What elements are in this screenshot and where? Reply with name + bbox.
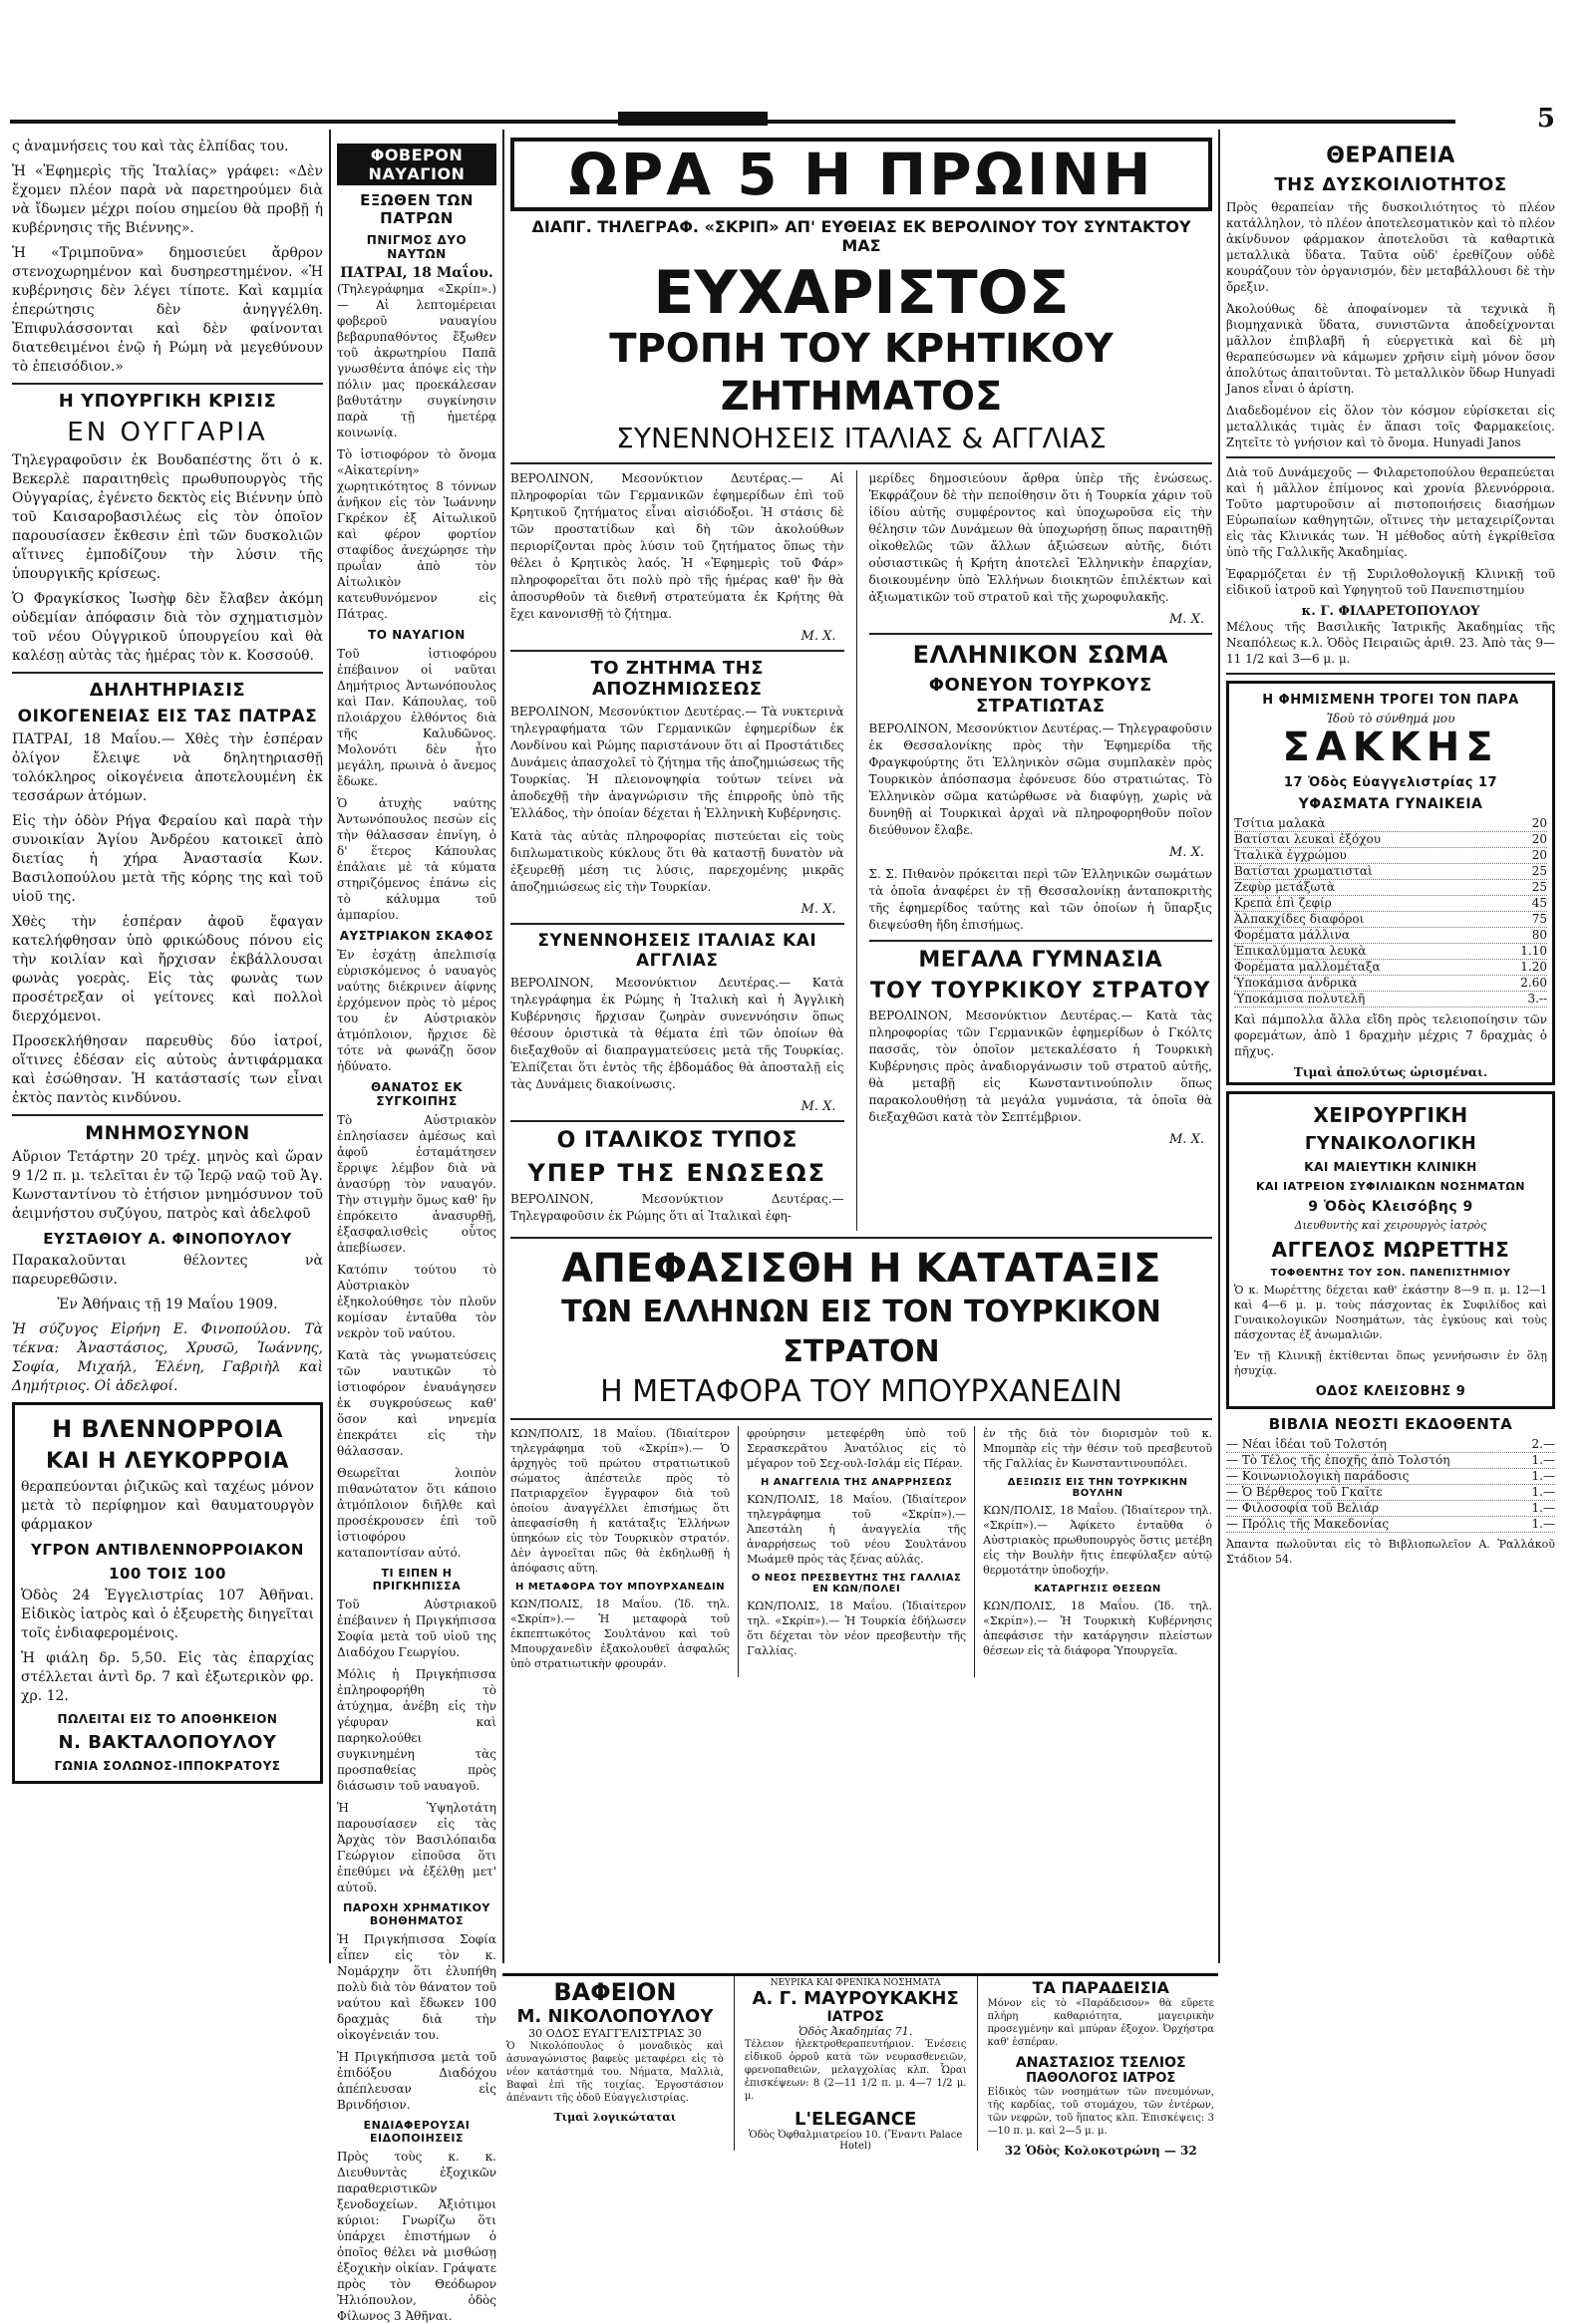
column-rule — [502, 130, 504, 1963]
divider — [510, 650, 844, 652]
article-text: ΒΕΡΟΛΙΝΟΝ, Μεσονύκτιον Δευτέρας.— Τὰ νυκτερινὰ τηλεγραφήματα τῶν Γερμανικῶν ἐφημερίδων ἐκ Λονδίνου καὶ Ρώμης παριστάνουν ὅτι αἱ Προστάτιδες Δυνάμεις ἀπασχολεῖ τὸ ζήτημα τῆς ἀποζημιώσεως τῆς Τουρκίας. Ἡ πλειονοψηφία τούτων τείνει νὰ ἀποδεχθῇ τὴν ἀναγνώρισιν τῆς ἐπιρροῆς ὑπὸ τῆς Ἑλλάδος, τὴν ὁποίαν δέχεται ἡ Ἑλληνικὴ Κυβέρνησις. — [510, 705, 844, 820]
article-text: μερίδες δημοσιεύουν ἄρθρα ὑπὲρ τῆς ἐνώσεως. Ἐκφράζουν δὲ τὴν πεποίθησιν ὅτι ἡ Τουρκία χάριν τοῦ ἰδίου αὐτῆς συμφέροντος καὶ ὑποχωροῦσα εἰς τὴν θέλησιν τῶν Δυνάμεων θὰ ὑποχωρήσῃ ὅπως παραιτηθῇ οἰκοθελῶς τῶν ἄλλων ἀξιώσεων αὐτῆς, διότι οὐσιαστικῶς ἡ Κρήτη ἀποτελεῖ Ἑλληνικὴν ἐπαρχίαν, διοικουμένην ὑπὸ Ἑλλήνων διοικητῶν ἐπιλέκτων καὶ ἀξιωματικῶν τοῦ στρατοῦ καὶ τῆς χωροφυλακῆς. — [868, 471, 1213, 604]
headline: ΜΕΓΑΛΑ ΓΥΜΝΑΣΙΑ — [918, 948, 1163, 973]
price-item: Ζεφὺρ μετάξωτὰ — [1234, 880, 1336, 894]
news-column — [983, 1426, 1212, 1677]
price-item: Ἰταλικὰ ἐγχρώμου — [1234, 848, 1347, 862]
divider — [12, 1114, 323, 1116]
article-text: Εἰς τὴν ὁδὸν Ρήγα Φεραίου καὶ παρὰ τὴν συνοικίαν Ἁγίου Ἀνδρέου κατοικεῖ ἀπὸ διετίας ἡ χήρα Ἀναστασία Κων. Βασιλοπούλου μετὰ τῆς κόρης της καὶ τοῦ υἱοῦ της. — [12, 813, 323, 905]
ad-headline: ΚΑΙ ΙΑΤΡΕΙΟΝ ΣΥΦΙΛΙΔΙΚΩΝ ΝΟΣΗΜΑΤΩΝ — [1256, 1180, 1525, 1193]
book-price: 1.— — [1531, 1501, 1555, 1515]
price-row — [1234, 960, 1547, 976]
price-value: 80 — [1531, 928, 1547, 942]
article-text: Ἡ Πριγκήπισσα μετὰ τοῦ ἐπιδόξου Διαδόχου ἀπέπλευσαν εἰς Βρινδήσιον. — [337, 2050, 496, 2112]
ad-text: θεραπεύονται ῥιζικῶς καὶ ταχέως μόνον μετὰ τὸ περίφημον καὶ θαυματουργὸν φάρμακον — [21, 1479, 314, 1533]
divider — [869, 940, 1213, 942]
article-text: Μόλις ἡ Πριγκήπισσα ἐπληροφορήθη τὸ ἀτύχημα, ἀνέβη εἰς τὴν γέφυραν καὶ παρηκολούθει συγκινημένη τὰς προσπαθείας πρὸς διάσωσιν τοῦ ναυαγοῦ. — [337, 1667, 496, 1793]
article-text: Ἡ «Ἐφημερὶς τῆς Ἰταλίας» γράφει: «Δὲν ἔχομεν πλέον παρὰ νὰ παρετηρούμεν διὰ νὰ ἴδωμεν μέχρι ποίου σημείου θὰ προβῇ ἡ κυβέρνησις τῆς Βιέννης». — [12, 163, 323, 236]
news-column — [510, 470, 844, 1231]
ad-address: 9 Ὁδὸς Κλεισόβης 9 — [1308, 1199, 1473, 1215]
memorial-name: ΕΥΣΤΑΘΙΟΥ Α. ΦΙΝΟΠΟΥΛΟΥ — [43, 1230, 292, 1248]
article-text: ΚΩΝ/ΠΟΛΙΣ, 18 Μαΐου. (Ἰδιαίτερον τηλ. «Σκρίπ»).— Ἀφίκετο ἐνταῦθα ὁ Αὐστριακὸς πρωθυπουργὸς ὅστις μετέβη εἰς τὴν Βουλὴν ἥτις ἐπεφύλαξεν αὐτῷ θερμοτάτην ὑποδοχήν. — [983, 1504, 1213, 1577]
article-text: Τὸ Αὐστριακὸν ἐπλησίασεν ἀμέσως καὶ ἀφοῦ ἐσταμάτησεν ἔρριψε λέμβον διὰ νὰ ἀνασύρῃ τὸν ναυαγόν. Τὴν στιγμὴν ὅμως καθ' ἣν ἐπρόκειτο ἀνασυρθῇ, ἐξασφαλισθεὶς οὗτος ἀπεβίωσεν. — [337, 1113, 496, 1255]
price-value: 2.60 — [1520, 976, 1547, 990]
column-rule — [329, 130, 331, 1963]
article-text: Ἀπαντα πωλοῦνται εἰς τὸ Βιβλιοπωλεῖον Α. Ῥαλλάκοῦ Στάδιον 54. — [1226, 1538, 1555, 1566]
article-text: Ἐν Ἀθήναις τῇ 19 Μαΐου 1909. — [57, 1297, 278, 1312]
ad-topline: ΝΕΥΡΙΚΑ ΚΑΙ ΦΡΕΝΙΚΑ ΝΟΣΗΜΑΤΑ — [770, 1978, 941, 1988]
price-list — [1234, 816, 1547, 1008]
column-rule — [1218, 130, 1220, 1963]
price-value: 25 — [1531, 864, 1547, 878]
book-price: 1.— — [1531, 1453, 1555, 1467]
ad-headline: ΤΑ ΠΑΡΑΔΕΙΣΙΑ — [1032, 1978, 1169, 1997]
article-text: ΚΩΝ/ΠΟΛΙΣ, 18 Μαΐου. (Ἰδιαίτερον τηλεγράφημα τοῦ «Σκρίπ»).— Ἀπεστάλη ἡ ἀναγγελία τῆς ἀναρρήσεως τοῦ νέου Σουλτάνου Μωάμεθ πρὸς τὰς ξένας αὐλάς. — [747, 1493, 967, 1566]
book-title: — Κοινωνιολογικὴ παράδοσις — [1226, 1469, 1410, 1483]
main-subhead: Η ΜΕΤΑΦΟΡΑ ΤΟΥ ΜΠΟΥΡΧΑΝΕΔΙΝ — [600, 1374, 1122, 1409]
article-text: Διὰ τοῦ Δυνάμεχοῦς — Φιλαρετοπούλου θεραπεύεται καὶ ἡ μᾶλλον ἐπίμονος καὶ χρονία βλεννόρροια. Τοῦτο μαρτυροῦσιν αἱ πιστοποιήσεις διασήμων Εὐρωπαίων καθηγητῶν, οἵτινες τὴν μεταχειρίζονται εἰς τὰς Κλινικάς των. Ἡ μέθοδος αὐτὴ ἐγκρίθεῖσα ὑπὸ τῆς Γαλλικῆς Ἀκαδημίας. — [1226, 465, 1555, 559]
ad-headline: ΓΩΝΙΑ ΣΟΛΩΝΟΣ-ΙΠΠΟΚΡΑΤΟΥΣ — [54, 1759, 281, 1773]
headline: ΣΥΝΕΝΝΟΗΣΕΙΣ ΙΤΑΛΙΑΣ ΚΑΙ ΑΓΓΛΙΑΣ — [537, 931, 817, 971]
price-row — [1234, 880, 1547, 896]
price-item: Κρεπὰ ἐπὶ ζεφίρ — [1234, 896, 1332, 910]
banner-headline: ΩΡΑ 5 Η ΠΡΩΙΝΗ — [510, 138, 1212, 211]
price-row — [1234, 912, 1547, 928]
subhead: ΤΟ ΝΑΥΑΓΙΟΝ — [368, 628, 466, 642]
article-text: Προσεκλήθησαν παρευθὺς δύο ἰατροί, οἵτινες ἐδέσαν εἰς αὐτοὺς ἀντιφάρμακα καὶ ἐσώθησαν. Ἡ κατάστασίς των εἶναι ἐκτὸς παντὸς κινδύνου. — [12, 1033, 323, 1106]
book-price: 1.— — [1531, 1485, 1555, 1499]
ad-headline: ΥΦΑΣΜΑΤΑ ΓΥΝΑΙΚΕΙΑ — [1298, 796, 1483, 812]
article-text: ΚΩΝ/ΠΟΛΙΣ, 18 Μαΐου. (Ἰδ. τηλ. «Σκρίπ»).— Ἡ Τουρκικὴ Κυβέρνησις ἀπεφάσισε τὴν κατάργησιν πλείστων θέσεων εἰς τὰ διάφορα Ὑπουργεῖα. — [983, 1599, 1213, 1657]
subhead: Ο ΝΕΟΣ ΠΡΕΣΒΕΥΤΗΣ ΤΗΣ ΓΑΛΛΙΑΣ ΕΝ ΚΩΝ/ΠΟΛΕΙ — [751, 1573, 962, 1595]
divider — [510, 1237, 1212, 1239]
book-price: 1.— — [1531, 1469, 1555, 1483]
ad-headline: ΑΓΓΕΛΟΣ ΜΩΡΕΤΤΗΣ — [1271, 1238, 1510, 1262]
ad-text: Μόνον εἰς τὸ «Παράδεισον» θὰ εὕρετε πλήρη καθαριότητα, μαγειρικὴν προσεγμένην καὶ μπύραν ἐξοχον. Ὀρχήστρα καθ' ἑσπέραν. — [987, 1998, 1214, 2048]
ad-text: Εἰδικὸς τῶν νοσημάτων τῶν πνευμόνων, τῆς καρδίας, τοῦ στομάχου, τῶν ἐντέρων, τῶν νεφρῶν, τοῦ ἥπατος κλπ. Ἐπισκέψεις: 3—10 π. μ. καὶ 2—5 μ. μ. — [987, 2087, 1214, 2137]
ad-box-sakkis — [1226, 681, 1555, 1085]
book-title: — Φιλοσοφία τοῦ Βελιάρ — [1226, 1501, 1380, 1515]
ad-text: Τιμαὶ ἀπολύτως ὡρισμέναι. — [1293, 1065, 1488, 1079]
price-value: 1.10 — [1520, 944, 1547, 958]
headline: ΤΗΣ ΔΥΣΚΟΙΛΙΟΤΗΤΟΣ — [1274, 174, 1507, 195]
headline: ΤΟ ΖΗΤΗΜΑ ΤΗΣ ΑΠΟΖΗΜΙΩΣΕΩΣ — [590, 658, 765, 700]
ad-headline: Ν. ΒΑΚΤΑΛΟΠΟΥΛΟΥ — [58, 1732, 277, 1753]
doctor-name: κ. Γ. ΦΙΛΑΡΕΤΟΠΟΥΛΟΥ — [1301, 604, 1480, 619]
signature: Μ. Χ. — [800, 1099, 836, 1114]
ad-headline: ΠΩΛΕΙΤΑΙ ΕΙΣ ΤΟ ΑΠΟΘΗΚΕΙΟΝ — [57, 1712, 278, 1726]
article-text: Κατὰ τὰς αὐτὰς πληροφορίας πιστεύεται εἰς τοὺς διπλωματικοὺς κύκλους ὅτι θὰ καταστῇ δυνατὸν νὰ ἐξευρεθῇ μέση τις λύσις, παρεχομένης μικρᾶς ἀποζημιώσεως εἰς τὴν Τουρκίαν. — [510, 829, 844, 894]
subhead: ΑΥΣΤΡΙΑΚΟΝ ΣΚΑΦΟΣ — [339, 929, 494, 943]
article-text: Πρὸς τοὺς κ. κ. Διευθυντὰς ἐξοχικῶν παραθεριστικῶν ξενοδοχείων. Ἀξιότιμοι κύριοι: Γνωρίζω ὅτι ὑπάρχει ἐπιστήμων ὁ ὁποῖος θέλει νὰ μισθώσῃ ἐξοχικὴν οἰκίαν. Γράψατε πρὸς τὸν Θεόδωρον Ἠλιόπουλον, ὁδὸς Φίλωνος 3 Ἀθῆναι. — [337, 2150, 496, 2323]
article-text: Παρακαλοῦνται θέλοντες νὰ παρευρεθῶσιν. — [12, 1253, 323, 1288]
ad-headline: ΣΑΚΚΗΣ — [1282, 725, 1499, 770]
headline: ΔΗΛΗΤΗΡΙΑΣΙΣ — [89, 680, 246, 701]
ad-headline: ΠΑΘΟΛΟΓΟΣ ΙΑΤΡΟΣ — [1026, 2071, 1176, 2086]
article-text: ΒΕΡΟΛΙΝΟΝ, Μεσονύκτιον Δευτέρας.— Κατὰ τὰς πληροφορίας τῶν Γερμανικῶν ἐφημερίδων ὁ Γκόλτς πασσᾶς, τὸν ὁποῖον μετεκαλέσατο ἡ Τουρκικὴ Κυβέρνησις πρὸς ἀναδιοργάνωσιν τοῦ στρατοῦ αὐτῆς, θὰ μεταβῇ εἰς Κωνσταντινούπολιν ὅπως παρακολουθήσῃ τὰ μεγάλα γυμνάσια, τὰ ὁποῖα θὰ διεξαχθῶσι κατὰ τὸν Σεπτέμβριον. — [868, 1009, 1213, 1124]
subhead: Η ΑΝΑΓΓΕΛΙΑ ΤΗΣ ΑΝΑΡΡΗΣΕΩΣ — [760, 1477, 953, 1488]
news-row-1 — [510, 470, 1212, 1231]
headline: Η ΥΠΟΥΡΓΙΚΗ ΚΡΙΣΙΣ — [58, 391, 277, 412]
header-rule-thick — [618, 112, 768, 126]
column-rule — [734, 1976, 735, 2151]
article-text: Κατόπιν τούτου τὸ Αὐστριακὸν ἐξηκολούθησε τὸν πλοῦν κομίσαν ἐνταῦθα τὸν νεκρὸν τοῦ ναύτου. — [337, 1263, 496, 1340]
book-title: — Τὸ Τέλος τῆς ἐποχῆς ἀπὸ Τολστόη — [1226, 1453, 1450, 1467]
subhead: ΠΑΡΟΧΗ ΧΡΗΜΑΤΙΚΟΥ ΒΟΗΘΗΜΑΤΟΣ — [343, 1901, 490, 1927]
ad-address: 30 ΟΔΟΣ ΕΥΑΓΓΕΛΙΣΤΡΙΑΣ 30 — [528, 2027, 702, 2040]
article-text: ΚΩΝ/ΠΟΛΙΣ, 18 Μαΐου. (Ἰδ. τηλ. «Σκρίπ»).— Ἡ μεταφορὰ τοῦ ἐκπεπτωκότος Σουλτάνου καὶ τοῦ Μπουρχανεδὶν ἐξακολουθεῖ ἀσφαλῶς ὑπὸ στρατιωτικὴν φρουράν. — [510, 1598, 731, 1670]
book-row — [1226, 1469, 1555, 1485]
ad-vafeion — [502, 1976, 728, 2151]
article-text: Τηλεγραφοῦσιν ἐκ Βουδαπέστης ὅτι ὁ κ. Βεκερλὲ παραιτηθεὶς πρωθυπουργὸς τῆς Οὐγγαρίας, ἐγένετο δεκτὸς εἰς Βιέννην ὑπὸ τοῦ Καισαροβασιλέως εἰς τὸν ὁποῖον παρουσίασεν ἔκθεσιν ἐπὶ τῶν δυσκολιῶν αἵτινες ἐμποδίζουν τὴν λύσιν τῆς ὑπουργικῆς κρίσεως. — [12, 452, 323, 582]
subhead: ΚΑΤΑΡΓΗΣΙΣ ΘΕΣΕΩΝ — [1034, 1584, 1161, 1595]
article-text: ΒΕΡΟΛΙΝΟΝ, Μεσονύκτιον Δευτέρας.— Τηλεγραφοῦσιν ἐκ Ρώμης ὅτι αἱ Ἰταλικαὶ ἐφη- — [510, 1192, 844, 1223]
article-text: ς ἀναμνήσεις του καὶ τὰς ἐλπίδας του. — [12, 139, 289, 154]
main-headline: ΤΡΟΠΗ ΤΟΥ ΚΡΗΤΙΚΟΥ ΖΗΤΗΜΑΤΟΣ — [609, 326, 1114, 420]
ad-headline: ΒΑΦΕΙΟΝ — [553, 1978, 677, 2006]
book-row — [1226, 1501, 1555, 1517]
ad-headline: ΙΑΤΡΟΣ — [826, 2009, 884, 2025]
article-text: Ὁ Φραγκίσκος Ἰωσὴφ δὲν ἔλαβεν ἀκόμη οὐδεμίαν ἀπόφασιν διὰ τὸν σχηματισμὸν τοῦ νέου Οὐγγρικοῦ ὑπουργείου καὶ θὰ καλέσῃ αὐτὰς τὰς ἡμέρας τὸν κ. Κοσσούθ. — [12, 591, 323, 664]
book-row — [1226, 1485, 1555, 1501]
price-row — [1234, 848, 1547, 864]
book-title: — Νέαι ἰδέαι τοῦ Τολστόη — [1226, 1437, 1387, 1451]
main-headline: ΤΩΝ ΕΛΛΗΝΩΝ ΕΙΣ ΤΟΝ ΤΟΥΡΚΙΚΟΝ ΣΤΡΑΤΟΝ — [561, 1295, 1161, 1369]
divider — [12, 383, 323, 385]
price-row — [1234, 816, 1547, 832]
price-value: 75 — [1531, 912, 1547, 926]
ad-address: Ὁδὸς Ὀφθαλμιατρείου 10. (Ἔναντι Palace Hotel) — [749, 2130, 963, 2152]
dateline: ΠΑΤΡΑΙ, 18 Μαΐου. — [340, 265, 493, 281]
subhead: ΕΝΔΙΑΦΕΡΟΥΣΑΙ ΕΙΔΟΠΟΙΗΣΕΙΣ — [363, 2119, 471, 2145]
headline: ΘΕΡΑΠΕΙΑ — [1326, 144, 1455, 168]
book-title: — Ὁ Βέρθερος τοῦ Γκαῖτε — [1226, 1485, 1383, 1499]
price-item: Ἀλπακχίδες διαφόροι — [1234, 912, 1365, 926]
divider — [1226, 456, 1555, 458]
price-item: Βατίσται χρωματισταὶ — [1234, 864, 1373, 878]
signature: Μ. Χ. — [1169, 612, 1205, 627]
ad-address: 17 Ὁδὸς Εὐαγγελιστρίας 17 — [1283, 775, 1498, 790]
article-text: Ἡ σύζυγος Εἰρήνη Ε. Φινοπούλου. Τὰ τέκνα: Ἀναστάσιος, Χρυσῶ, Ἰωάννης, Σοφία, Μιχαήλ, Ἑλένη, Γαβριὴλ καὶ Δημήτριος. Οἱ ἀδελφοί. — [12, 1321, 323, 1394]
signature: Μ. Χ. — [1169, 1132, 1205, 1147]
subhead: Η ΜΕΤΑΦΟΡΑ ΤΟΥ ΜΠΟΥΡΧΑΝΕΔΙΝ — [514, 1582, 726, 1593]
divider — [12, 672, 323, 674]
ad-box-blennorrhea — [12, 1402, 323, 1784]
article-text: Ἐφαρμόζεται ἐν τῇ Συριλοθολογικῇ Κλινικῇ τοῦ εἰδικοῦ ἰατροῦ καὶ Υφηγητοῦ τοῦ Πανεπιστημίου — [1226, 567, 1555, 597]
book-row — [1226, 1517, 1555, 1533]
subhead: ΔΕΞΙΩΣΙΣ ΕΙΣ ΤΗΝ ΤΟΥΡΚΙΚΗΝ ΒΟΥΛΗΝ — [1007, 1477, 1188, 1499]
divider — [510, 923, 844, 925]
article-text: Θεωρεῖται λοιπὸν πιθανώτατον ὅτι κάποιο ἀτμόπλοιον διῆλθε καὶ προσέκρουσεν ἐπὶ τοῦ ἱστιοφόρου καταποντίσαν αὐτό. — [337, 1466, 496, 1560]
column-rule — [856, 470, 857, 1231]
price-item: Ὑποκάμισα πολυτελῆ — [1234, 992, 1366, 1006]
signature: Μ. Χ. — [800, 902, 836, 917]
article-text: Μέλους τῆς Βασιλικῆς Ἰατρικῆς Ἀκαδημίας τῆς Νεαπόλεως κ.λ. Ὁδὸς Πειραιῶς ἀριθ. 23. Ἀπὸ τὰς 9—11 1/2 καὶ 3—6 μ. μ. — [1226, 620, 1555, 666]
article-text: Ἡ «Τριμποῦνα» δημοσιεύει ἄρθρον στενοχωρημένον καὶ δυσηρεστημένον. «Ἡ κυβέρνησις δὲν λέγει τίποτε. Καὶ καμμία ἐπερώτησις δὲν ἀνηγγέλθη. Ἐπιφυλάσσονται καὶ δὲν φαίνονται διατεθειμένοι ἐνῷ ἡ Ρώμη νὰ μεγεθύνουν τὸ ἐπεισόδιον.» — [12, 245, 323, 375]
ad-headline: ΚΑΙ ΜΑΙΕΥΤΙΚΗ ΚΛΙΝΙΚΗ — [1304, 1160, 1477, 1174]
subhead: ΘΑΝΑΤΟΣ ΕΚ ΣΥΓΚΟΙΠΗΣ — [370, 1080, 464, 1108]
page-number: 5 — [1536, 104, 1555, 134]
headline: ΕΝ ΟΥΓΓΑΡΙΑ — [67, 418, 268, 447]
news-row-2 — [510, 1426, 1212, 1677]
headline: ΠΝΙΓΜΟΣ ΔΥΟ ΝΑΥΤΩΝ — [366, 233, 468, 261]
subhead: ΤΙ ΕΙΠΕΝ Η ΠΡΙΓΚΗΠΙΣΣΑ — [372, 1567, 462, 1593]
price-value: 45 — [1531, 896, 1547, 910]
ad-price: 100 ΤΟΙΣ 100 — [109, 1565, 226, 1583]
price-value: 20 — [1531, 832, 1547, 846]
divider — [1226, 673, 1555, 675]
ad-text: Ὁ Νικολόπουλος ὁ μοναδικὸς καὶ ἀσυναγώνιστος βαφεὺς μεταφέρει εἰς τὸ νέον κατάστημά του. Νήματα, Μαλλιὰ, Βαφαὶ ἐπὶ τῆς τοιχίας. Ἐργοστάσιον ἀπέναντι τῆς ὁδοῦ Εὐαγγελιστρίας. — [506, 2041, 724, 2104]
article-text: (Τηλεγράφημα «Σκρίπ».)— Αἱ λεπτομέρειαι φοβεροῦ ναυαγίου βεβαρυπαθόντος ἔξωθεν τοῦ ἀκρωτηρίου Παπᾶ γνωσθέντα ἀπόψε εἰς τὴν πόλιν μας προεκάλεσαν βαθυτάτην συγκίνησιν παρὰ τῇ ἡμετέρᾳ κοινωνίᾳ. — [337, 282, 496, 439]
headline: ΟΙΚΟΓΕΝΕΙΑΣ ΕΙΣ ΤΑΣ ΠΑΤΡΑΣ — [17, 707, 318, 726]
ad-mavroukakis — [741, 1976, 971, 2151]
price-item: Ὑποκάμισα ἀνδρικὰ — [1234, 976, 1358, 990]
ad-headline: ΚΑΙ Η ΛΕΥΚΟΡΡΟΙΑ — [46, 1449, 289, 1474]
ad-address: ΟΔΟΣ ΚΛΕΙΣΟΒΗΣ 9 — [1315, 1384, 1466, 1399]
price-row — [1234, 896, 1547, 912]
article-text: Πρὸς θεραπείαν τῆς δυσκοιλιότητος τὸ πλέον κατάλληλον, τὸ πλέον ἀποτελεσματικὸν καὶ τὸ πλέον ἀκίνδυνον φάρμακον ἀποτελοῦσι τὰ καθαρτικὰ μεταλλικὰ ὕδατα. Ταῦτα οὐδ' ἐρεθίζουν οὐδὲ κουράζουν τὸν ὀργανισμόν, δὲν μεταβάλλουσι δὲ τὴν ὄρεξιν. — [1226, 200, 1555, 294]
price-row — [1234, 928, 1547, 944]
center-section — [510, 138, 1212, 1971]
book-title: — Πρόλις τῆς Μακεδονίας — [1226, 1517, 1390, 1531]
main-subhead: ΣΥΝΕΝΝΟΗΣΕΙΣ ΙΤΑΛΙΑΣ & ΑΓΓΛΙΑΣ — [616, 422, 1107, 454]
ad-headline: ΓΥΝΑΙΚΟΛΟΓΙΚΗ — [1304, 1133, 1477, 1154]
ad-address: Ὁδὸς Ἀκαδημίας 71. — [798, 2025, 913, 2038]
article-text: Αὔριον Τετάρτην 20 τρέχ. μηνὸς καὶ ὥραν 9 1/2 π. μ. τελεῖται ἐν τῷ Ἱερῷ ναῷ τοῦ Ἁγ. Κωνσταντίνου τὸ ἐτήσιον μνημόσυνον τοῦ ἀειμνήστου συζύγου, πατρὸς καὶ ἀδελφοῦ — [12, 1149, 323, 1222]
divider — [869, 633, 1213, 635]
ad-text: Ἡ φιάλη δρ. 5,50. Εἰς τὰς ἐπαρχίας στέλλεται ἀντὶ δρ. 7 καὶ ἐξωτερικὸν φρ. χρ. 12. — [21, 1650, 314, 1704]
ad-paradeisia — [983, 1976, 1218, 2158]
price-value: 3.-- — [1527, 992, 1547, 1006]
column-rule — [974, 1426, 975, 1677]
ad-text: Ὁ κ. Μωρέττης δέχεται καθ' ἑκάστην 8—9 π. μ. 12—1 καὶ 4—6 μ. μ. τοὺς πάσχοντας ἐκ Συφιλίδος καὶ Γυναικολογικῶν Νοσημάτων, τὰς ἐγκύους καὶ τοὺς πάσχοντας ἐξ ἀνωμαλιῶν. — [1234, 1284, 1547, 1341]
ad-headline: Η ΒΛΕΝΝΟΡΡΟΙΑ — [52, 1415, 283, 1443]
ad-text: Διευθυντὴς καὶ χειρουργὸς ἰατρὸς — [1294, 1219, 1487, 1232]
book-row — [1226, 1453, 1555, 1469]
price-item: Βατίσται λευκαὶ ἐξόχου — [1234, 832, 1382, 846]
ad-text: Ἰδοὺ τὸ σύνθημά μου — [1326, 712, 1455, 726]
column-rule — [977, 1976, 978, 2151]
column-4 — [1226, 138, 1555, 2131]
ad-headline: ΧΕΙΡΟΥΡΓΙΚΗ — [1313, 1103, 1468, 1127]
article-text: Τὸ ἱστιοφόρον τὸ ὄνομα «Αἰκατερίνη» χωρητικότητος 8 τόννων ἀνῆκον εἰς τὸν Ἰωάννην Γκρέκον ἐξ Αἰτωλικοῦ καὶ φέρον φορτίον σταφίδος ἀνεχώρησε τὴν πρωΐαν ἀπὸ τὸν Αἰτωλικὸν κατευθυνόμενον εἰς Πάτρας. — [337, 447, 496, 621]
price-row — [1234, 864, 1547, 880]
price-value: 20 — [1531, 848, 1547, 862]
ad-address: 32 Ὁδὸς Κολοκοτρώνη — 32 — [1004, 2144, 1197, 2158]
column-1 — [12, 138, 323, 2121]
article-text: Ἐν ἐσχάτῃ ἀπελπισίᾳ εὑρισκόμενος ὁ ναυαγὸς ναύτης διέκρινεν ἀίφνης ἐρχόμενον πρὸς τὸ μέρος του ἐν Αὐστριακὸν ἀτμόπλοιον, ἤρχισε δὲ τότε νὰ φωνάζῃ ὅσον ἠδύνατο. — [337, 948, 496, 1073]
article-text: Ὁ ἀτυχὴς ναύτης Ἀντωνόπουλος πεσὼν εἰς τὴν θάλασσαν ἐπνίγη, ὁ δ' ἕτερος Κάπουλας ἐπάλαιε μὲ τὰ κύματα στηριζόμενος ἐπάνω εἰς τὸ κάλυμμα τοῦ ἀμπαρίου. — [337, 796, 496, 922]
article-text: ἐν τῆς διὰ τὸν διορισμὸν τοῦ κ. Μπομπὰρ εἰς τὴν θέσιν τοῦ πρεσβευτοῦ τῆς Γαλλίας ἐν Κωνσταντινουπόλει. — [983, 1427, 1213, 1470]
price-item: Τσίτια μαλακὰ — [1234, 816, 1326, 830]
price-row — [1234, 832, 1547, 848]
book-list — [1226, 1437, 1555, 1533]
ad-headline: Η ΦΗΜΙΣΜΕΝΗ ΤΡΟΓΕΙ ΤΟΝ ΠΑΡΑ — [1262, 693, 1519, 708]
banner-subhead: ΔΙΑΠΓ. ΤΗΛΕΓΡΑΦ. «ΣΚΡΙΠ» ΑΠ' ΕΥΘΕΙΑΣ ΕΚ ΒΕΡΟΛΙΝΟΥ ΤΟΥ ΣΥΝΤΑΚΤΟΥ ΜΑΣ — [531, 217, 1191, 255]
headline: ΕΞΩΘΕΝ ΤΩΝ ΠΑΤΡΩΝ — [360, 191, 474, 227]
book-row — [1226, 1437, 1555, 1453]
main-headline: ΕΥΧΑΡΙΣΤΟΣ — [653, 258, 1070, 328]
headline: Ο ΙΤΑΛΙΚΟΣ ΤΥΠΟΣ — [556, 1128, 798, 1153]
article-text: ΚΩΝ/ΠΟΛΙΣ, 18 Μαΐου. (Ἰδιαίτερον τηλ. «Σκρίπ»).— Ἡ Τουρκία ἐδήλωσεν ὅτι δέχεται τὸν νέον πρεσβευτὴν τῆς Γαλλίας. — [747, 1599, 967, 1657]
price-value: 25 — [1531, 880, 1547, 894]
article-text: ΚΩΝ/ΠΟΛΙΣ, 18 Μαΐου. (Ἰδιαίτερον τηλεγράφημα τοῦ «Σκρίπ»).— Ὁ ἀρχηγὸς τοῦ πρώτου στρατιωτικοῦ σώματος ἀπέστειλε πρὸς τὸ Πατριαρχεῖον ἔγγραφον διὰ τοῦ ὁποίου ἀναγγέλλει ἐπισήμως ὅτι ἀπεφασίσθη ἡ κατάταξις Ἑλλήνων ὑπηκόων εἰς τὸν Τουρκικὸν στρατόν. Δὲν ἀγνοεῖται πῶς θὰ ἐκδηλωθῇ ἡ ἀπόφασις αὕτη. — [510, 1427, 731, 1575]
book-price: 2.— — [1531, 1437, 1555, 1451]
news-column — [510, 1426, 730, 1677]
ad-headline: Μ. ΝΙΚΟΛΟΠΟΥΛΟΥ — [516, 2006, 714, 2027]
price-value: 20 — [1531, 816, 1547, 830]
divider — [510, 1120, 844, 1122]
news-column — [869, 470, 1213, 1231]
price-row — [1234, 992, 1547, 1008]
price-item: Φορέματα μάλλινα — [1234, 928, 1351, 942]
ads-row — [502, 1973, 1218, 2158]
book-price: 1.— — [1531, 1517, 1555, 1531]
article-text: Ἡ Πριγκήπισσα Σοφία εἶπεν εἰς τὸν κ. Νομάρχην ὅτι ἐλυπήθη πολὺ διὰ τὸν θάνατον τοῦ ναύτου καὶ ἔδωκεν 100 δραχμὰς διὰ τὴν οἰκογένειάν του. — [337, 1932, 496, 2042]
article-text: Χθὲς τὴν ἑσπέραν ἀφοῦ ἔφαγαν κατελήφθησαν ὑπὸ φρικώδους πόνου εἰς τὴν κοιλίαν καὶ ἤρχισαν ἐκβάλλουσαι φωνὰς γοερὰς. Εἰς τὰς φωνὰς των προσέτρεξαν οἱ γείτονες καὶ πολλοὶ διερχόμενοι. — [12, 914, 323, 1024]
article-text: Σ. Σ. Πιθανὸν πρόκειται περὶ τῶν Ἑλληνικῶν σωμάτων τὰ ὁποῖα ἀναφέρει ἐν τῇ Θεσσαλονίκῃ ἀνταποκριτὴς τῆς ἐφημερίδος ταύτης καὶ τῶν ὁποίων ἡ ὕπαρξις διεψεύσθη ἤδη ἐπισήμως. — [868, 867, 1213, 932]
column-2 — [337, 138, 496, 2323]
ad-text: Ἐν τῇ Κλινικῇ ἐκτίθενται ὅπως γεννήσωσιν ἐν ὅλῃ ἡσυχίᾳ. — [1234, 1349, 1547, 1377]
ad-headline: ΥΓΡΟΝ ΑΝΤΙΒΛΕΝΝΟΡΡΟΙΑΚΟΝ — [31, 1541, 304, 1559]
ad-text: Τιμαὶ λογικώταται — [553, 2111, 677, 2124]
article-text: ΒΕΡΟΛΙΝΟΝ, Μεσονύκτιον Δευτέρας.— Τηλεγραφοῦσιν ἐκ Θεσσαλονίκης πρὸς τὴν Ἐφημερίδα τῆς Φραγκφούρτης ὅτι Ἑλληνικὸν σῶμα συμπλακὲν πρὸς Τουρκικὸν ἀπόσπασμα ἐφόνευσε δύο στρατιώτας. Τὸ Ἑλληνικὸν σῶμα κατώρθωσε νὰ διαφύγῃ, χωρὶς νὰ δυνηθῇ αἱ Τουρκικαὶ ἀρχαὶ νὰ πληροφορηθοῦν ποῖον διεύθυνον ἔλαβε. — [868, 722, 1213, 837]
headline: ΤΟΥ ΤΟΥΡΚΙΚΟΥ ΣΤΡΑΤΟΥ — [870, 979, 1211, 1004]
ad-headline: L'ELEGANCE — [794, 2109, 917, 2130]
article-text: φρούρησιν μετεφέρθη ὑπὸ τοῦ Σερασκερᾶτου Ἀνατόλιος εἰς τὸ μέγαρον τοῦ Σεχ-ουλ-Ισλάμ εἰς Πέραν. — [747, 1427, 967, 1470]
column-rule — [738, 1426, 739, 1677]
signature: Μ. Χ. — [1169, 845, 1205, 860]
ad-box-clinic — [1226, 1091, 1555, 1409]
headline: ΒΙΒΛΙΑ ΝΕΟΣΤΙ ΕΚΔΟΘΕΝΤΑ — [1268, 1415, 1513, 1433]
headline: ΕΛΛΗΝΙΚΟΝ ΣΩΜΑ — [912, 641, 1168, 669]
article-text: Τοῦ ἱστιοφόρου ἐπέβαινον οἱ ναῦται Δημήτριος Ἀντωνόπουλος καὶ Παν. Κάπουλας, τοῦ πλοιάρχου ἐλθόντος διὰ τῆς Καλυδῶνος. Μολονότι δὲν ἦτο μεγάλη, πρωινὰ ὁ ἄνεμος ἔδωκε. — [337, 647, 496, 788]
article-text: Τοῦ Αὐστριακοῦ ἐπέβαινεν ἡ Πριγκήπισσα Σοφία μετὰ τοῦ υἱοῦ της Διαδόχου Γεωργίου. — [337, 1598, 496, 1659]
divider — [510, 1418, 1212, 1420]
article-text: Κατὰ τὰς γνωματεύσεις τῶν ναυτικῶν τὸ ἱστιοφόρον ἐναυάγησεν ἐκ συγκρούσεως καθ' ὅσον καὶ νηνεμία ἐπεκράτει εἰς τὴν θάλασσαν. — [337, 1348, 496, 1458]
price-value: 1.20 — [1520, 960, 1547, 974]
headline: ΜΝΗΜΟΣΥΝΟΝ — [85, 1122, 250, 1144]
ad-headline: ΤΟΦΘΕΝΤΗΣ ΤΟΥ ΣΟΝ. ΠΑΝΕΠΙΣΤΗΜΙΟΥ — [1270, 1268, 1511, 1279]
divider — [510, 462, 1212, 464]
price-row — [1234, 976, 1547, 992]
article-text: Διαδεδομένον εἰς ὅλον τὸν κόσμον εὑρίσκεται εἰς μεταλλικάς τιμὰς ἐν ἅπασι τοῖς Φαρμακείοις. Ζητεῖτε τὸ γνήσιον καὶ τὸ ὄνομα. Hunyadi Janos — [1226, 404, 1555, 449]
article-text: ΠΑΤΡΑΙ, 18 Μαΐου.— Χθὲς τὴν ἑσπέραν ὀλίγον ἔλειψε νὰ δηλητηριασθῇ τολόκληρος οἰκογένεια ἀποτελουμένη ἐκ τεσσάρων ἀτόμων. — [12, 731, 323, 804]
main-headline: ΑΠΕΦΑΣΙΣΘΗ Η ΚΑΤΑΤΑΞΙΣ — [561, 1246, 1161, 1292]
price-item: Φορέματα μαλλομέταξα — [1234, 960, 1381, 974]
ad-text: Ὁδὸς 24 Ἐγγελιστρίας 107 Ἀθῆναι. Εἰδικὸς ἰατρὸς καὶ ὁ ἐξευρετὴς διηγεῖται τοῖς ἐνδιαφερομένοις. — [21, 1588, 314, 1641]
headline: ΦΟΒΕΡΟΝ ΝΑΥΑΓΙΟΝ — [337, 144, 496, 185]
ad-text: Τέλειον ἠλεκτροθεραπευτήριον. Ἐνέσεις εἰδικοῦ ὀρροῦ κατὰ τῶν νευρασθενειῶν, φρενοπαθειῶν, μελαγχολίας κλπ. Ὧραι ἐπισκέψεων: 8 (2—11 1/2 π. μ. 4—7 1/2 μ. μ. — [744, 2039, 967, 2102]
ad-headline: Α. Γ. ΜΑΥΡΟΥΚΑΚΗΣ — [752, 1988, 959, 2009]
ad-headline: ΑΝΑΣΤΑΣΙΟΣ ΤΣΕΛΙΟΣ — [1015, 2055, 1186, 2071]
headline: ΦΟΝΕΥΟΝ ΤΟΥΡΚΟΥΣ ΣΤΡΑΤΙΩΤΑΣ — [928, 675, 1152, 717]
headline: ΥΠΕΡ ΤΗΣ ΕΝΩΣΕΩΣ — [527, 1159, 826, 1187]
news-column — [747, 1426, 966, 1677]
article-text: ΒΕΡΟΛΙΝΟΝ, Μεσονύκτιον Δευτέρας.— Κατὰ τηλεγράφημα ἐκ Ρώμης ἡ Ἰταλικὴ καὶ ἡ Ἀγγλικὴ Κυβέρνησις ἤρχισαν ζωηρὰν συνεννόησιν ὅπως θέσουν ὁριστικὰ τὰ θέματα ἐπὶ τῶν ὁποίων θὰ διεξαχθοῦν αἱ διαπραγματεύσεις μετὰ τῆς Τουρκίας. Ἐλπίζεται ὅτι ἐντὸς τῆς ἑβδομάδος θὰ ἀποσταλῇ εἰς τὰς Δυνάμεις διακοίνωσις. — [510, 976, 844, 1091]
article-text: ΒΕΡΟΛΙΝΟΝ, Μεσονύκτιον Δευτέρας.— Αἱ πληροφορίαι τῶν Γερμανικῶν ἐφημερίδων ἐπὶ τοῦ Κρητικοῦ ζητήματος εἶναι αἰσιόδοξοι. Ἡ στάσις δὲ τῶν προστατίδων καὶ δὴ τῶν ἀκολούθων περιορίζονται πρὸς λύσιν τοῦ ζητήματος ὅπως τὴν θέλει ὁ Κρητικὸς λαός. Ἡ «Ἐφημερὶς τοῦ Φάρ» πληροφορεῖται ὅτι πολὺ πρὸ τῆς ἡμέρας καθ' ἣν θὰ ἀποσυρθοῦν τὰ διεθνῆ στρατεύματα ἐκ Κρήτης θὰ ἔχει κανονισθῇ τὸ ζήτημα. — [510, 471, 844, 621]
ad-text: Καὶ πάμπολλα ἄλλα εἴδη πρὸς τελειοποίησιν τῶν φορεμάτων, ἀπὸ 1 δραχμὴν μέχρις 7 δραχμὰς ὁ πῆχυς. — [1234, 1013, 1547, 1058]
signature: Μ. Χ. — [800, 629, 836, 644]
article-text: Ἡ Ὑψηλοτάτη παρουσίασεν εἰς τὰς Ἀρχὰς τὸν Βασιλόπαιδα Γεώργιον εἰποῦσα ὅτι ἐπεθύμει νὰ ἐξέλθῃ μετ' αὐτοῦ. — [337, 1801, 496, 1894]
price-item: Ἐπικαλύμματα λευκὰ — [1234, 944, 1367, 958]
price-row — [1234, 944, 1547, 960]
article-text: Ἀκολούθως δὲ ἀποφαίνομεν τὰ τεχνικὰ ἢ βιομηχανικὰ ὕδατα, συνιστῶντα ἀποδείχνονται μᾶλλον ἐπιβλαβῆ ἡ εὐεργετικὰ καὶ δὲ μὴ θεραπεύσωμεν νὰ κάμωμεν χρῆσιν εἰμὴ μόνον ὅσον ἀπολύτως ἀπαιτοῦνται. Τὸ μεταλλικὸν ὕδωρ Hunyadi Janos εἶναι ὁ ἀρίστη. — [1226, 302, 1555, 396]
